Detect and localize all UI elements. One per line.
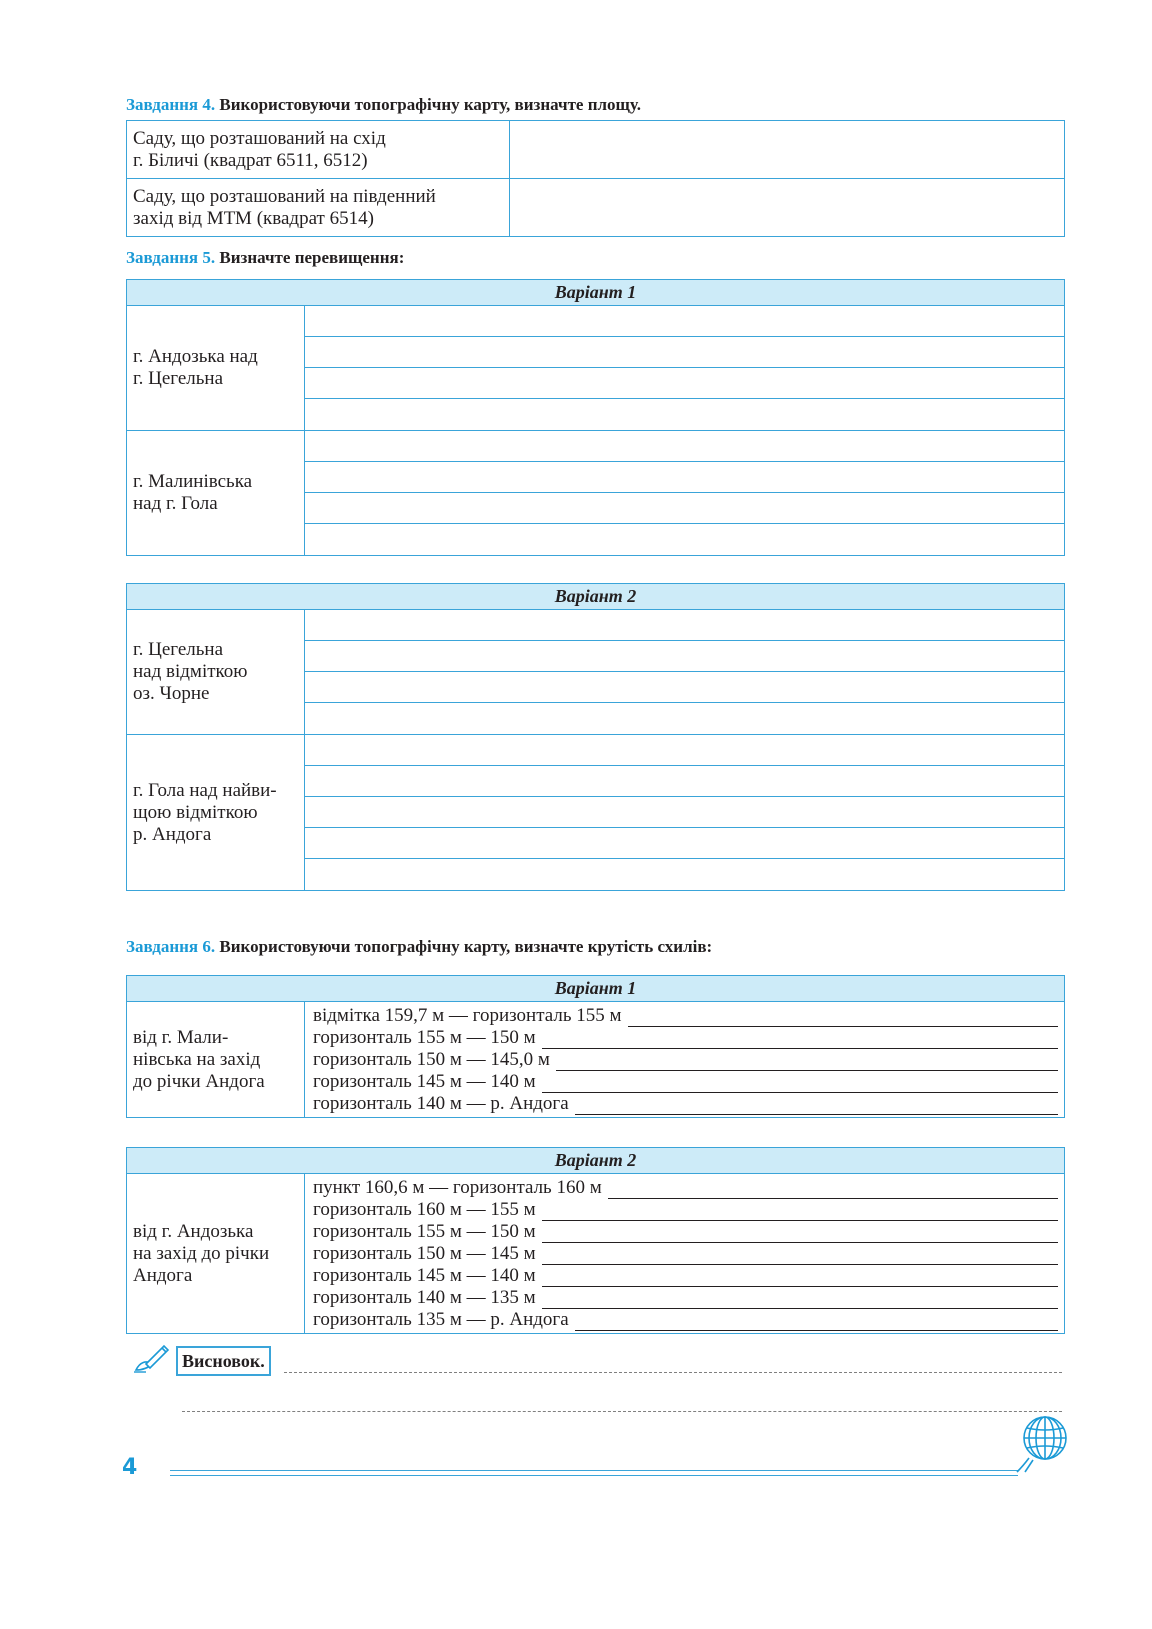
task5-v1-label-1: [127, 306, 305, 431]
table-row: [127, 121, 1065, 179]
table-row: [127, 1174, 1065, 1334]
slope-row: [305, 1177, 1064, 1199]
label-line: до річки Андога: [133, 1070, 265, 1092]
task6-text: Використовуючи топографічну карту, визначте крутість схилів:: [219, 937, 713, 956]
answer-line[interactable]: [305, 797, 1064, 828]
task6-number: Завдання 6.: [126, 937, 216, 956]
task5-title: [126, 248, 404, 268]
slope-rows: [305, 1174, 1065, 1334]
answer-line[interactable]: [542, 1246, 1058, 1265]
answer-line[interactable]: [305, 306, 1064, 337]
slope-row-text: горизонталь 145 м — 140 м: [313, 1071, 536, 1092]
slope-row-text: пункт 160,6 м — горизонталь 160 м: [313, 1177, 602, 1198]
answer-line[interactable]: [542, 1290, 1058, 1309]
task5-variant1-table: [126, 279, 1065, 556]
slope-row: [305, 1005, 1064, 1027]
slope-row: [305, 1243, 1064, 1265]
answer-line[interactable]: [305, 462, 1064, 493]
footer-rule: [170, 1470, 1018, 1471]
slope-row: [305, 1309, 1064, 1331]
pen-icon: [132, 1342, 172, 1374]
slope-row-text: горизонталь 155 м — 150 м: [313, 1027, 536, 1048]
variant-header: Варіант 2: [127, 584, 1065, 610]
task5-v1-label-2: [127, 431, 305, 556]
slope-row-text: горизонталь 140 м — 135 м: [313, 1287, 536, 1308]
task6-v1-label: [127, 1002, 305, 1118]
row-label-line: Саду, що розташований на південний: [133, 185, 436, 207]
answer-line[interactable]: [542, 1202, 1058, 1221]
row-label-line: Саду, що розташований на схід: [133, 127, 386, 149]
answer-line[interactable]: [305, 431, 1064, 462]
table-row: [127, 179, 1065, 237]
slope-row: [305, 1071, 1064, 1093]
variant-header: Варіант 2: [127, 1148, 1065, 1174]
label-line: на захід до річки: [133, 1242, 270, 1264]
task5-v2-label-1: [127, 610, 305, 735]
task6-title: [126, 937, 712, 957]
slope-row-text: горизонталь 150 м — 145,0 м: [313, 1049, 550, 1070]
answer-line[interactable]: [305, 703, 1064, 734]
answer-line[interactable]: [542, 1268, 1058, 1287]
label-line: над г. Гола: [133, 493, 218, 514]
task4-row2-answer[interactable]: [510, 179, 1065, 237]
task5-number: Завдання 5.: [126, 248, 216, 267]
task4-title: [126, 95, 641, 115]
answer-line[interactable]: [305, 859, 1064, 890]
task5-v2-label-2: [127, 735, 305, 891]
globe-icon: [1015, 1414, 1071, 1476]
answer-lines[interactable]: [305, 735, 1065, 891]
label-line: г. Малинівська: [133, 471, 253, 492]
table-row: [127, 1002, 1065, 1118]
answer-line[interactable]: [542, 1074, 1058, 1093]
conclusion-line[interactable]: [284, 1372, 1062, 1373]
footer-rule: [170, 1475, 1018, 1476]
answer-line[interactable]: [542, 1030, 1058, 1049]
answer-line[interactable]: [575, 1096, 1058, 1115]
answer-line[interactable]: [305, 766, 1064, 797]
label-line: г. Цегельна: [133, 368, 224, 389]
answer-line[interactable]: [628, 1008, 1058, 1027]
answer-line[interactable]: [305, 368, 1064, 399]
label-line: оз. Чорне: [133, 683, 210, 704]
slope-row: [305, 1093, 1064, 1115]
slope-row-text: горизонталь 160 м — 155 м: [313, 1199, 536, 1220]
variant-header: Варіант 1: [127, 280, 1065, 306]
table-row: [127, 610, 1065, 735]
answer-line[interactable]: [575, 1312, 1058, 1331]
answer-line[interactable]: [556, 1052, 1058, 1071]
task5-text: Визначте перевищення:: [219, 248, 405, 267]
task6-variant2-table: [126, 1147, 1065, 1334]
answer-lines[interactable]: [305, 610, 1065, 735]
table-row: [127, 431, 1065, 556]
slope-row: [305, 1049, 1064, 1071]
answer-line[interactable]: [305, 735, 1064, 766]
label-line: г. Гола над найви-: [133, 779, 277, 801]
table-row: [127, 306, 1065, 431]
conclusion-line[interactable]: [182, 1411, 1062, 1412]
task6-variant1-table: [126, 975, 1065, 1118]
answer-line[interactable]: [305, 337, 1064, 368]
label-line: Андога: [133, 1264, 193, 1286]
task4-text: Використовуючи топографічну карту, визначте площу.: [219, 95, 641, 114]
row-label-line: захід від МТМ (квадрат 6514): [133, 207, 374, 229]
slope-row-text: горизонталь 145 м — 140 м: [313, 1265, 536, 1286]
label-line: г. Цегельна: [133, 639, 224, 660]
slope-row-text: горизонталь 135 м — р. Андога: [313, 1309, 569, 1330]
slope-row: [305, 1027, 1064, 1049]
label-line: над відміткою: [133, 661, 248, 682]
slope-row: [305, 1199, 1064, 1221]
answer-lines[interactable]: [305, 306, 1065, 431]
answer-line[interactable]: [542, 1224, 1058, 1243]
answer-line[interactable]: [305, 672, 1064, 703]
variant-header: Варіант 1: [127, 976, 1065, 1002]
page-number: 4: [122, 1455, 138, 1480]
answer-line[interactable]: [305, 524, 1064, 555]
label-line: від г. Мали-: [133, 1026, 229, 1048]
slope-row-text: відмітка 159,7 м — горизонталь 155 м: [313, 1005, 622, 1026]
slope-row-text: горизонталь 155 м — 150 м: [313, 1221, 536, 1242]
task4-row1-label: [127, 121, 510, 179]
answer-line[interactable]: [305, 399, 1064, 430]
answer-line[interactable]: [608, 1180, 1058, 1199]
label-line: нівська на захід: [133, 1048, 261, 1070]
label-line: щою відміткою: [133, 801, 258, 823]
slope-row-text: горизонталь 140 м — р. Андога: [313, 1093, 569, 1114]
task4-row2-label: [127, 179, 510, 237]
slope-row: [305, 1287, 1064, 1309]
label-line: г. Андозька над: [133, 346, 258, 367]
task4-row1-answer[interactable]: [510, 121, 1065, 179]
answer-line[interactable]: [305, 610, 1064, 641]
task5-variant2-table: [126, 583, 1065, 891]
conclusion-label: Висновок.: [176, 1346, 271, 1376]
label-line: від г. Андозька: [133, 1220, 254, 1242]
slope-rows: [305, 1002, 1065, 1118]
label-line: р. Андога: [133, 823, 212, 845]
task6-v2-label: [127, 1174, 305, 1334]
row-label-line: г. Біличі (квадрат 6511, 6512): [133, 149, 368, 171]
table-row: [127, 735, 1065, 891]
answer-lines[interactable]: [305, 431, 1065, 556]
slope-row-text: горизонталь 150 м — 145 м: [313, 1243, 536, 1264]
answer-line[interactable]: [305, 641, 1064, 672]
slope-row: [305, 1221, 1064, 1243]
answer-line[interactable]: [305, 828, 1064, 859]
task4-number: Завдання 4.: [126, 95, 216, 114]
task4-table: [126, 120, 1065, 237]
slope-row: [305, 1265, 1064, 1287]
answer-line[interactable]: [305, 493, 1064, 524]
